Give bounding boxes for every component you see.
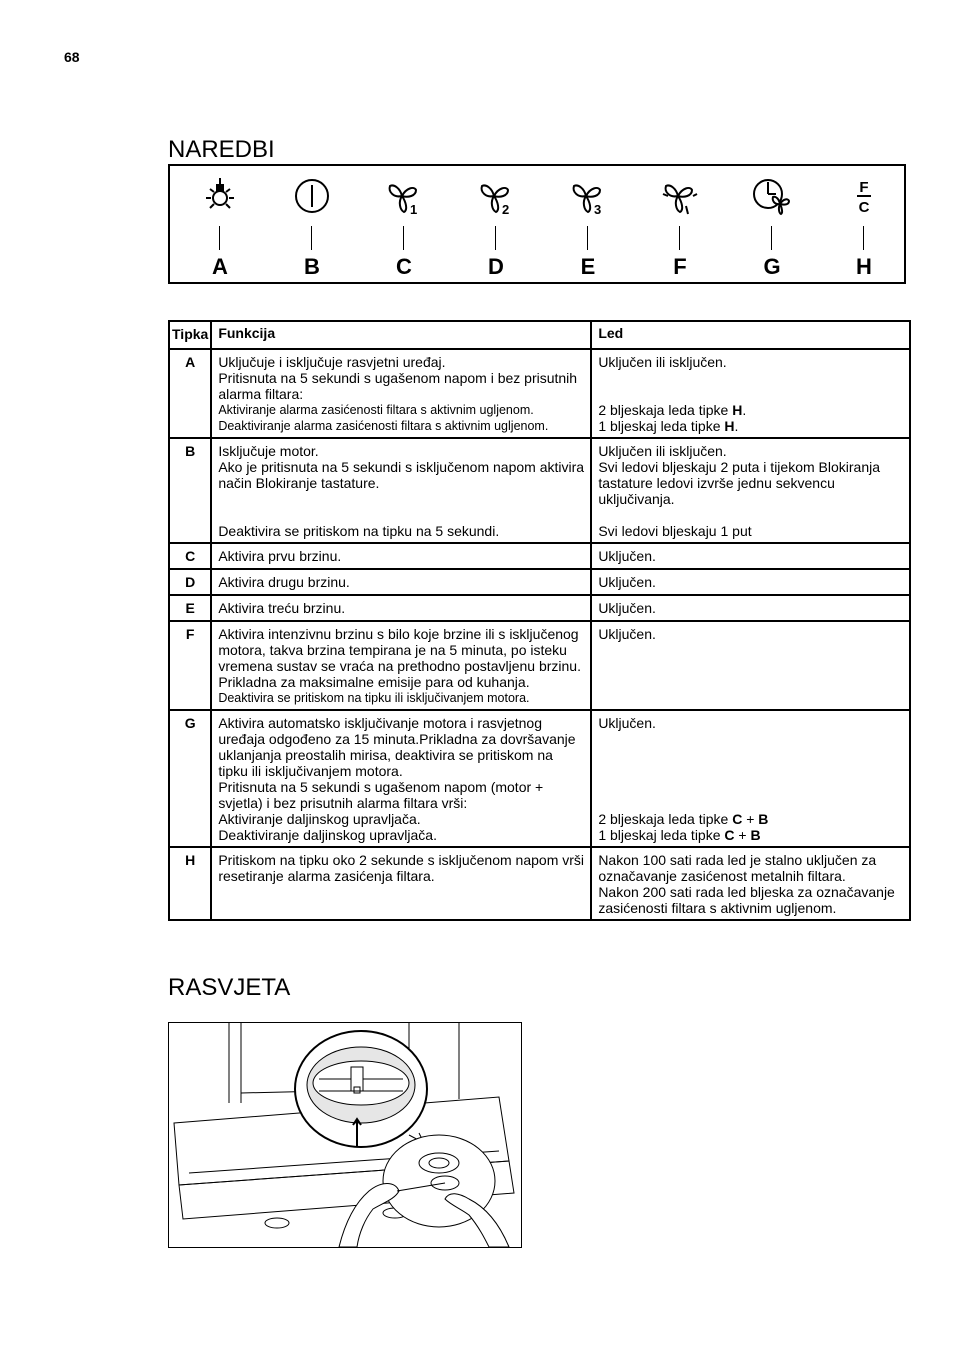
key-letter: D — [488, 254, 504, 279]
filter-reset-icon-top: F — [859, 179, 869, 196]
function-text: Deaktivira se pritiskom na tipku na 5 sekundi. — [218, 523, 500, 539]
row-function — [211, 621, 591, 710]
section-title-lighting: RASVJETA — [168, 974, 291, 1001]
light-bulb-icon — [200, 174, 240, 218]
row-key: G — [169, 710, 211, 847]
table-header-row — [169, 321, 910, 349]
function-text: Aktiviranje alarma zasićenosti filtara s aktivnim ugljenom. — [218, 403, 534, 417]
key-c — [374, 166, 434, 284]
function-text: Ako je pritisnuta na 5 sekundi s isključenom napom aktivira način Blokiranje tastature. — [218, 459, 585, 491]
row-led: Uključen. — [591, 595, 910, 621]
lighting-illustration — [168, 1022, 522, 1248]
row-led — [591, 847, 910, 920]
row-led: Uključen. — [591, 621, 910, 710]
row-led — [591, 349, 910, 438]
table-row — [169, 621, 910, 710]
function-text: Deaktivira se pritiskom na tipku ili isključivanjem motora. — [218, 691, 530, 705]
table-row — [169, 543, 910, 569]
functions-table — [168, 320, 911, 921]
table-row — [169, 595, 910, 621]
fan-speed-2-icon — [476, 174, 516, 218]
fan-speed-number: 2 — [502, 202, 510, 217]
row-function — [211, 710, 591, 847]
row-function — [211, 438, 591, 543]
row-led — [591, 438, 910, 543]
key-letter: G — [763, 254, 781, 279]
row-key: C — [169, 543, 211, 569]
row-led: Uključen. — [591, 543, 910, 569]
hood-lamp-replacement-illustration — [169, 1023, 521, 1247]
row-function: Aktivira prvu brzinu. — [211, 543, 591, 569]
function-text: Deaktiviranje daljinskog upravljača. — [218, 827, 437, 843]
led-text: 2 bljeskaja leda tipke H. — [598, 402, 747, 418]
function-text: Aktiviranje daljinskog upravljača. — [218, 811, 421, 827]
key-letter: H — [856, 254, 872, 279]
key-letter: B — [304, 254, 320, 279]
column-header-key: Tipka — [169, 321, 211, 349]
row-key: B — [169, 438, 211, 543]
led-text: 2 bljeskaja leda tipke C + B — [598, 811, 769, 827]
row-key: H — [169, 847, 211, 920]
led-text: Uključen. — [598, 715, 656, 731]
table-row — [169, 438, 910, 543]
row-key: E — [169, 595, 211, 621]
timer-fan-icon — [752, 174, 792, 218]
led-text: Nakon 200 sati rada led bljeska za označavanje zasićenosti filtara s aktivnim ugljenom. — [598, 884, 895, 916]
row-function: Pritiskom na tipku oko 2 sekunde s isključenom napom vrši resetiranje alarma zasićenja filtara. — [211, 847, 591, 920]
key-b — [282, 166, 342, 284]
function-text: Aktivira automatsko isključivanje motora i rasvjetnog uređaja odgođeno za 15 minuta.Prikladna za dovršavanje uklanjanja preostalih mirisa, deaktivira se pritiskom na tipku ili isključivanjem motora. — [218, 715, 576, 779]
key-f — [650, 166, 710, 284]
fan-intensive-icon — [660, 174, 700, 218]
key-letter: A — [212, 254, 228, 279]
section-title-controls: NAREDBI — [168, 136, 275, 163]
row-function: Aktivira drugu brzinu. — [211, 569, 591, 595]
power-icon — [292, 174, 332, 218]
key-letter: F — [673, 254, 687, 279]
row-led — [591, 710, 910, 847]
key-e — [558, 166, 618, 284]
function-text: Pritisnuta na 5 sekundi s ugašenom napom (motor + svjetla) i bez prisutnih alarma filtara vrši: — [218, 779, 544, 811]
function-text: Deaktiviranje alarma zasićenosti filtara s aktivnim ugljenom. — [218, 419, 549, 433]
led-text: 1 bljeskaj leda tipke H. — [598, 418, 739, 434]
row-led: Uključen. — [591, 569, 910, 595]
led-text: Uključen ili isključen. — [598, 354, 727, 370]
control-panel — [168, 164, 906, 284]
table-row — [169, 569, 910, 595]
fan-speed-number: 1 — [410, 202, 418, 217]
led-text: Uključen ili isključen. — [598, 443, 727, 459]
key-d — [466, 166, 526, 284]
table-row — [169, 349, 910, 438]
function-text: Uključuje i isključuje rasvjetni uređaj. — [218, 354, 446, 370]
fan-speed-3-icon — [568, 174, 608, 218]
key-letter: E — [580, 254, 596, 279]
led-text: Svi ledovi bljeskaju 2 puta i tijekom Blokiranja tastature ledovi izvrše jednu sekvencu uključivanja. — [598, 459, 881, 507]
filter-reset-icon — [844, 174, 884, 218]
led-text: 1 bljeskaj leda tipke C + B — [598, 827, 761, 843]
fan-speed-1-icon — [384, 174, 424, 218]
row-function — [211, 349, 591, 438]
column-header-function: Funkcija — [211, 321, 591, 349]
table-row — [169, 710, 910, 847]
function-text: Prikladna za maksimalne emisije para od kuhanja. — [218, 674, 530, 690]
function-text: Isključuje motor. — [218, 443, 319, 459]
function-text: Pritisnuta na 5 sekundi s ugašenom napom i bez prisutnih alarma filtara: — [218, 370, 578, 402]
key-a — [190, 166, 250, 284]
key-h — [834, 166, 894, 284]
column-header-led: Led — [591, 321, 910, 349]
row-key: D — [169, 569, 211, 595]
page-number: 68 — [64, 49, 80, 65]
fan-speed-number: 3 — [594, 202, 602, 217]
row-key: A — [169, 349, 211, 438]
filter-reset-icon-bottom: C — [858, 199, 870, 216]
led-text: Nakon 100 sati rada led je stalno uključen za označavanje zasićenost metalnih filtara. — [598, 852, 877, 884]
row-key: F — [169, 621, 211, 710]
table-row — [169, 847, 910, 920]
key-letter: C — [396, 254, 412, 279]
row-function: Aktivira treću brzinu. — [211, 595, 591, 621]
function-text: Aktivira intenzivnu brzinu s bilo koje brzine ili s isključenog motora, takva brzina tempirana je na 5 minuta, po isteku vremena sustav se vraća na prethodno postavljenu brzinu. — [218, 626, 581, 674]
led-text: Svi ledovi bljeskaju 1 put — [598, 523, 752, 539]
key-g — [742, 166, 802, 284]
